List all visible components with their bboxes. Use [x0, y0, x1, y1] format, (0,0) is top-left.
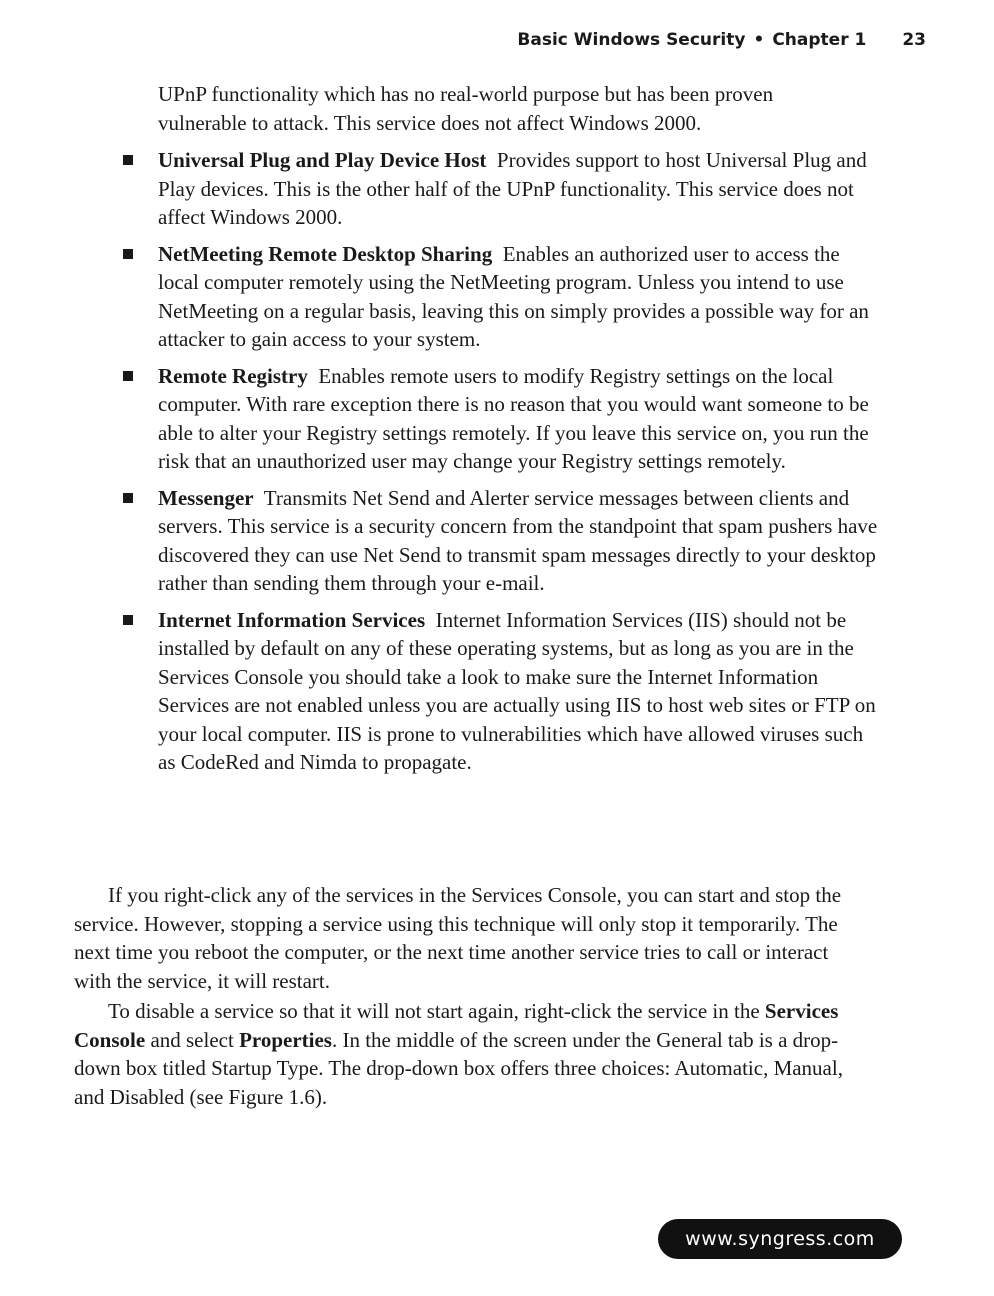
service-term: Remote Registry [158, 363, 308, 388]
bullet-icon [123, 615, 133, 625]
service-term: NetMeeting Remote Desktop Sharing [158, 241, 493, 266]
service-description: Enables remote users to modify Registry settings on the local computer. With rare exception there is no reason that you would want someone to be able to alter your Registry settings remotely. If you leave this service on, you run the risk that an unauthorized user may change your Registry settings remotely. [158, 363, 869, 473]
bullet-icon [123, 493, 133, 503]
list-item [118, 362, 878, 476]
service-description: Enables an authorized user to access the local computer remotely using the NetMeeting program. Unless you intend to use NetMeeting on a regular basis, leaving this on simply provides a possible way for an attacker to gain access to your system. [158, 241, 869, 351]
bold-term: Properties [239, 1027, 332, 1052]
paragraph-text: To disable a service so that it will not start again, right-click the service in the [108, 999, 760, 1023]
bullet-icon [123, 371, 133, 381]
bullet-icon [123, 155, 133, 165]
services-list [118, 146, 878, 785]
service-description: Internet Information Services (IIS) should not be installed by default on any of these operating systems, but as long as you are in the Services Console you should take a look to make sure the Internet Information Services are not enabled unless you are actually using IIS to host web sites or FTP on your local computer. IIS is prone to vulnerabilities which have allowed viruses such as CodeRed and Nimda to propagate. [158, 607, 876, 774]
list-item [118, 240, 878, 354]
publisher-url-badge [658, 1219, 902, 1259]
bold-term: Services Console [74, 999, 839, 1052]
paragraph-text: . In the middle of the screen under the General tab is a drop-down box titled Startup Type. The drop-down box offers three choices: Automatic, Manual, and Disabled (see Figure 1.6). [74, 1027, 843, 1109]
list-item [118, 484, 878, 598]
paragraph [74, 997, 864, 1111]
service-term: Messenger [158, 485, 254, 510]
running-title: Basic Windows Security [517, 30, 746, 50]
running-header [517, 30, 926, 50]
paragraph: If you right-click any of the services in the Services Console, you can start and stop the service. However, stopping a service using this technique will only stop it temporarily. The next time you reboot the computer, or the next time another service tries to call or interact with the service, it will restart. [74, 883, 842, 993]
continued-bullet-text: UPnP functionality which has no real-world purpose but has been proven vulnerable to attack. This service does not affect Windows 2000. [158, 82, 774, 135]
service-description: Provides support to host Universal Plug and Play devices. This is the other half of the UPnP functionality. This service does not affect Windows 2000. [158, 148, 867, 229]
header-separator: • [753, 30, 765, 50]
list-item [118, 606, 878, 777]
publisher-url: www.syngress.com [685, 1228, 875, 1250]
bullet-icon [123, 249, 133, 259]
body-paragraphs [74, 881, 864, 1113]
service-term: Universal Plug and Play Device Host [158, 148, 487, 172]
chapter-label: Chapter 1 [772, 30, 867, 50]
paragraph-text: and select [150, 1027, 234, 1052]
page-number: 23 [902, 30, 926, 50]
service-description: Transmits Net Send and Alerter service messages between clients and servers. This service is a security concern from the standpoint that spam pushers have discovered they can use Net Send to transmit spam messages directly to your desktop rather than sending them through your e-mail. [158, 485, 878, 595]
list-item [118, 146, 878, 232]
service-term: Internet Information Services [158, 607, 426, 632]
